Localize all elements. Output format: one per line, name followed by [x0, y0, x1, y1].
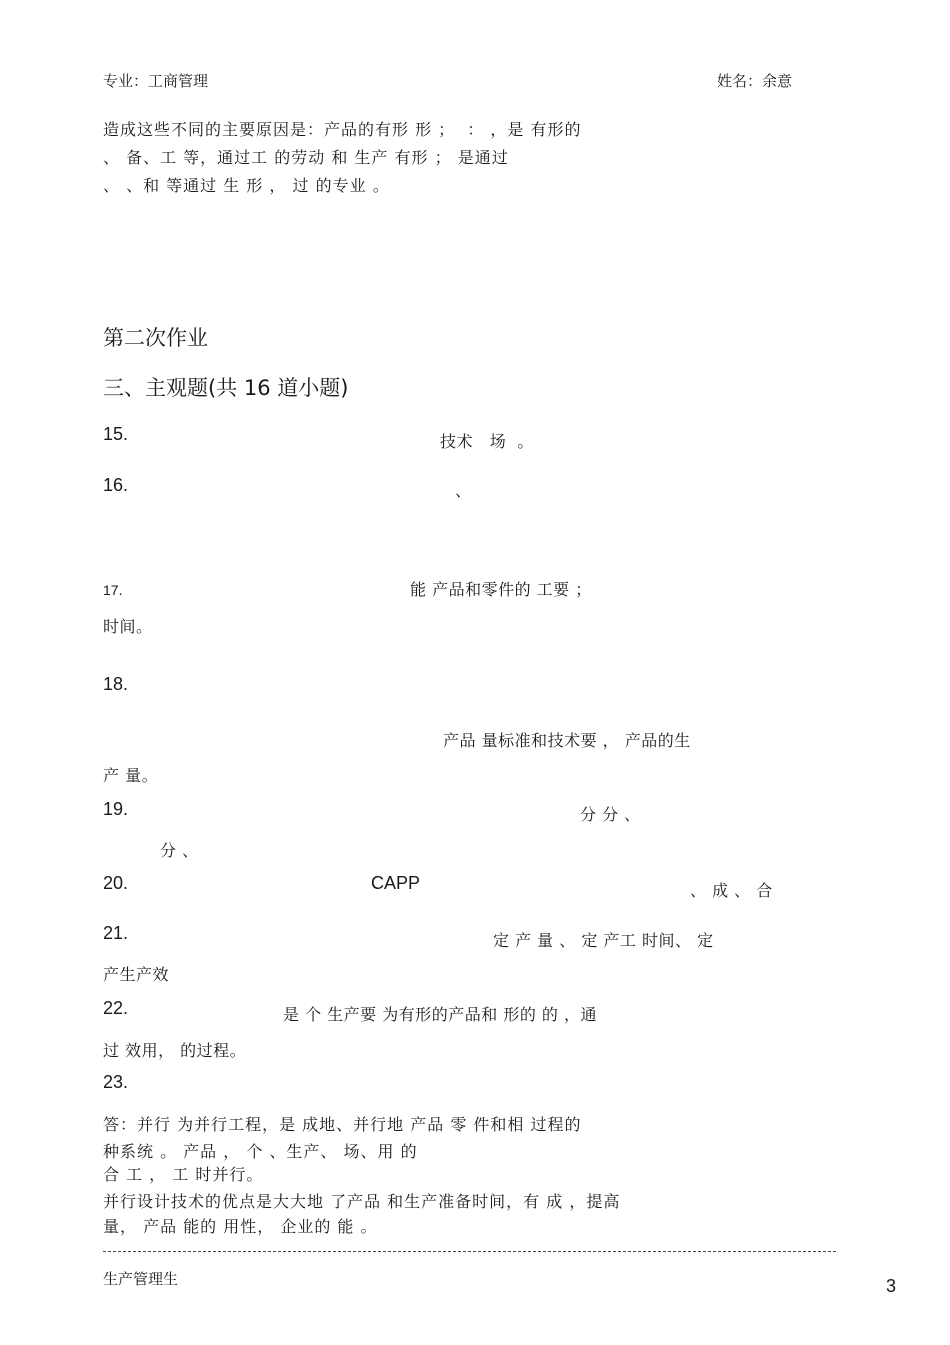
question-line: 产品 量标准和技术要 ， 产品的生 — [443, 731, 691, 750]
answer-line: 答：并行 为并行工程，是 成地、并行地 产品 零 件和相 过程的 — [103, 1115, 582, 1134]
intro-line: 造成这些不同的主要原因是：产品的有形 形 ； ： ，是 有形的 — [103, 120, 582, 139]
answer-line: 合 工 ， 工 时并行。 — [103, 1165, 264, 1184]
question-number: 19. — [103, 799, 129, 819]
question-line: 产生产效 — [103, 965, 170, 984]
question-line: CAPP — [371, 873, 421, 893]
section-title: 第二次作业 — [103, 326, 208, 350]
question-number: 17. — [103, 582, 123, 598]
question-line: 定 产 量 、 定 产工 时间、 定 — [493, 931, 714, 950]
question-number: 15. — [103, 424, 129, 444]
footer-divider — [103, 1251, 836, 1252]
intro-line: 、 备、工 等，通过工 的劳动 和 生产 有形 ； 是通过 — [103, 148, 509, 167]
question-number: 23. — [103, 1072, 129, 1092]
header-name: 姓名：余意 — [717, 72, 793, 90]
question-line: 能 产品和零件的 工要 ； — [410, 580, 592, 599]
section-subtitle: 三、主观题(共 16 道小题) — [103, 376, 349, 400]
question-number: 18. — [103, 674, 129, 694]
question-line: 分 、 — [160, 841, 199, 860]
question-number: 20. — [103, 873, 129, 893]
intro-line: 、 、和 等通过 生 形 ， 过 的专业 。 — [103, 176, 390, 195]
footer-label: 生产管理生 — [103, 1270, 179, 1288]
question-line: 是 个 生产要 为有形的产品和 形的 的 ，通 — [283, 1005, 598, 1024]
question-line: 时间。 — [103, 617, 153, 636]
answer-line: 量， 产品 能的 用性， 企业的 能 。 — [103, 1217, 378, 1236]
question-number: 16. — [103, 475, 129, 495]
question-number: 21. — [103, 923, 129, 943]
question-line: 分 分 、 — [580, 805, 641, 824]
header-major: 专业：工商管理 — [103, 72, 209, 90]
answer-line: 种系统 。 产品 ， 个 、生产、 场、用 的 — [103, 1142, 418, 1161]
question-line: 技术 场 。 — [440, 432, 534, 451]
question-line: 、 成 、 合 — [690, 881, 773, 900]
page-number: 3 — [886, 1276, 897, 1296]
question-line: 过 效用， 的过程。 — [103, 1041, 247, 1060]
question-number: 22. — [103, 998, 129, 1018]
question-line: 、 — [455, 481, 472, 500]
answer-line: 并行设计技术的优点是大大地 了产品 和生产准备时间，有 成 ，提高 — [103, 1192, 621, 1211]
question-line: 产 量。 — [103, 766, 159, 785]
